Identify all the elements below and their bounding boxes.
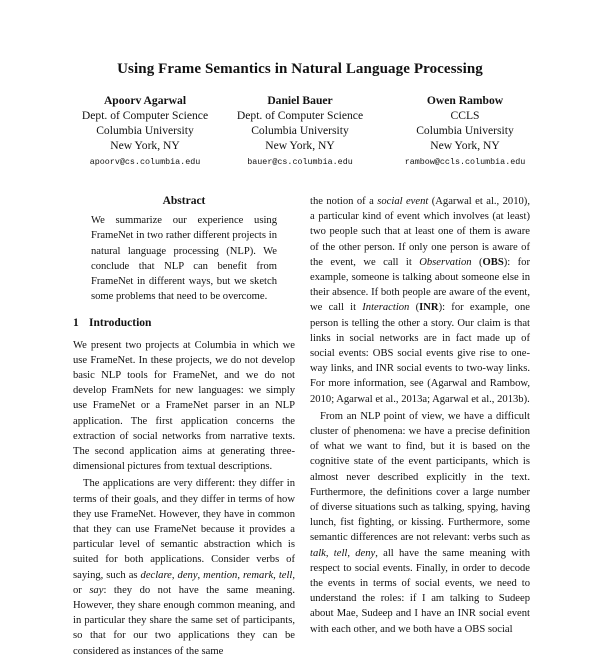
author-location: New York, NY: [265, 139, 335, 152]
paper-title: Using Frame Semantics in Natural Language Processing: [117, 61, 483, 77]
author-institution: Columbia University: [96, 124, 194, 137]
author-email: rambow@ccls.columbia.edu: [404, 157, 526, 167]
right-column: [310, 194, 530, 637]
author-location: New York, NY: [430, 139, 500, 152]
author-institution: Columbia University: [251, 124, 349, 137]
abstract-heading: Abstract: [162, 195, 206, 207]
abstract-text: We summarize our experience using FrameNet in two rather different projects in natural language processing (NLP). We conclude that NLP can benefit from FrameNet in different ways, but we sketch some problems that need to be overcome.: [91, 215, 277, 303]
author-email: bauer@cs.columbia.edu: [247, 157, 353, 167]
author-institution: Columbia University: [416, 124, 514, 137]
left-column: [73, 194, 295, 659]
section-title: Introduction: [89, 317, 152, 330]
intro-paragraph-1: We present two projects at Columbia in which we use FrameNet. In these projects, we do not develop basic NLP tools for FrameNet, and we do not develop FramNets for new languages: we simply use FrameNet or a FrameNet parser in an NLP application. The first application concerns the extraction of social networks from narrative texts. The second application aims at generating three-dimensional pictures from textual descriptions.: [73, 339, 295, 473]
section-number: 1: [73, 317, 79, 330]
author-affiliation: CCLS: [450, 109, 480, 122]
author-name: Apoorv Agarwal: [103, 94, 187, 107]
intro-paragraph-2: The applications are very different: they differ in terms of their goals, and they differ in terms of how they use FrameNet. However, they have in common that they can use FrameNet because it provides a particular level of semantic abstraction which is suited for both applications. Consider verbs of saying, such as declare, deny, mention, remark, tell, or say: they do not have the same meaning. However, they share enough common meaning, and in particular they share the same set of participants, so that for our two applications they can be considered as instances of the same: [73, 478, 296, 657]
author-affiliation: Dept. of Computer Science: [236, 109, 364, 122]
author-affiliation: Dept. of Computer Science: [81, 109, 209, 122]
author-name: Owen Rambow: [426, 94, 504, 107]
section-heading: [73, 316, 295, 331]
social-event-paragraph: the notion of a social event (Agarwal et al., 2010), a particular kind of event which involves (at least) two people such that at least one of them is aware of the other person. If only one person is aware of the event, we call it Observation (OBS): for example, someone is talking about someone else in their absence. If both people are aware of the event, we call it Interaction (INR): for example, one person is telling the other a story. Our claim is that links in social networks are in fact made up of social events: OBS social events give rise to one-way links, and INR social events to two-way links. For more information, see (Agarwal and Rambow, 2010; Agarwal et al., 2013a; Agarwal et al., 2013b).: [310, 196, 530, 405]
author-block-2: [205, 93, 395, 170]
author-email: apoorv@cs.columbia.edu: [89, 157, 201, 167]
nlp-view-paragraph: From an NLP point of view, we have a difficult cluster of phenomena: we have a precise definition of what we want to find, but it is based on the cognitive state of the event participants, which is almost never described explicitly in the text. Furthermore, the definitions cover a large number of diverse situations such as talking, spying, having lunch, fist fighting, or kissing. Furthermore, some semantic differences are not relevant: verbs such as talk, tell, deny, all have the same meaning with respect to social events. Finally, in order to decode the events in terms of social events, we need to understand the roles: if I am talking to Sudeep about Mae, Sudeep and I have an INR social event with each other, and we both have a OBS social: [310, 410, 531, 635]
author-block-3: [370, 93, 560, 170]
author-location: New York, NY: [110, 139, 180, 152]
author-name: Daniel Bauer: [267, 94, 333, 107]
